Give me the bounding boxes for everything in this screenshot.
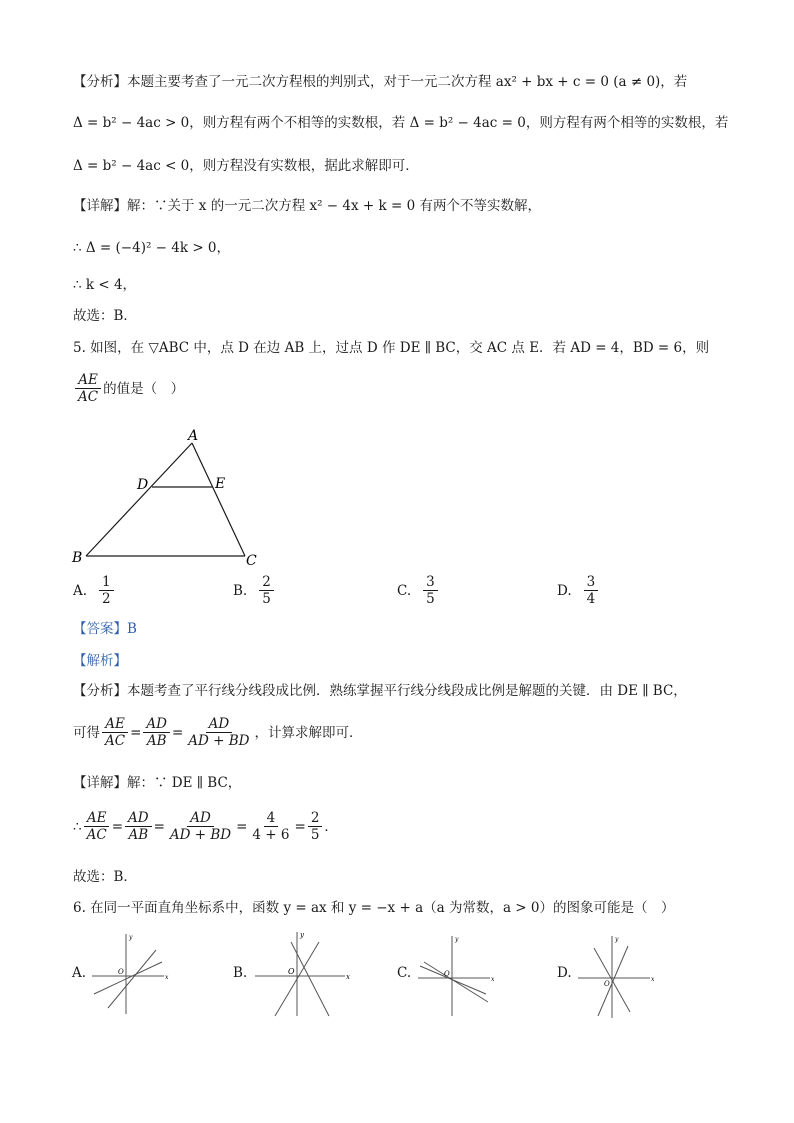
q6-graph-a[interactable] — [90, 930, 170, 1018]
fraction-numerator: AE — [102, 716, 128, 733]
q4-analysis-line-1: 【分析】本题主要考查了一元二次方程根的判别式，对于一元二次方程 ax² + bx + c = 0 (a ≠ 0)，若 — [73, 74, 688, 90]
q6-stem: 6. 在同一平面直角坐标系中，函数 y = ax 和 y = −x + a（a 为常数，a > 0）的图象可能是（ ） — [73, 900, 675, 916]
x-axis-label: x — [491, 976, 495, 983]
equals-sign: = — [130, 724, 142, 741]
equals-sign: = — [171, 724, 184, 741]
q5-option-c[interactable] — [397, 574, 440, 607]
fraction-numerator: 2 — [308, 810, 323, 827]
x-axis-label: x — [165, 974, 169, 981]
q6-option-a-label[interactable]: A. — [72, 965, 87, 981]
q6-option-b-label[interactable]: B. — [233, 965, 248, 981]
q6-graph-d[interactable] — [576, 932, 656, 1022]
origin-label: O — [604, 980, 610, 988]
q5-analysis-line-2 — [73, 716, 363, 749]
q5-option-a[interactable] — [73, 574, 116, 607]
q4-analysis-line-3: Δ = b² − 4ac < 0，则方程没有实数根，据此求解即可． — [73, 158, 419, 174]
q6-option-c-label[interactable]: C. — [397, 965, 412, 981]
equals-sign: = — [153, 818, 165, 835]
q5-stem-line-2 — [73, 372, 184, 405]
fraction-numerator: 1 — [99, 574, 114, 591]
q4-choice: 故选：B． — [73, 308, 137, 324]
x-axis-label: x — [346, 973, 350, 981]
fraction-ae-ac — [102, 716, 128, 749]
text-prefix: 可得 — [73, 724, 100, 741]
option-label: C. — [397, 582, 412, 599]
q5-stem-suffix: 的值是（ ） — [103, 380, 185, 397]
fraction-ad-ab — [125, 810, 152, 843]
vertex-label-b: B — [72, 550, 83, 566]
fraction-numerator: AE — [84, 810, 110, 827]
side-ac — [192, 443, 245, 556]
option-label: A. — [73, 582, 88, 599]
line-neg-x-plus-a — [598, 946, 628, 1016]
q4-analysis-line-2: Δ = b² − 4ac > 0，则方程有两个不相等的实数根，若 Δ = b² − 4ac = 0，则方程有两个相等的实数根，若 — [73, 115, 729, 131]
q4-detail-line-1: 【详解】解：∵关于 x 的一元二次方程 x² − 4x + k = 0 有两个不等实数解， — [73, 198, 541, 214]
fraction-ae-ac — [84, 810, 110, 843]
fraction-numerator: 4 — [264, 810, 279, 827]
fraction-denominator: AC — [105, 733, 126, 749]
fraction-denominator: AD + BD — [188, 733, 250, 749]
fraction-2-over-5 — [308, 810, 323, 843]
fraction-denominator: AB — [146, 733, 167, 749]
y-axis-label: y — [615, 936, 619, 943]
y-axis-label: y — [455, 936, 459, 943]
q5-answer: 【答案】B — [73, 621, 137, 637]
q6-graph-c[interactable] — [416, 932, 496, 1020]
option-label: B. — [233, 582, 248, 599]
equals-sign: = — [236, 818, 248, 835]
therefore-symbol: ∴ — [73, 818, 82, 835]
vertex-label-a: A — [188, 428, 199, 444]
origin-label: O — [444, 970, 450, 978]
fraction-4-over-10 — [249, 810, 292, 843]
q5-stem-line-1: 5. 如图，在 ▽ABC 中，点 D 在边 AB 上，过点 D 作 DE ∥ BC，交 AC 点 E．若 AD = 4，BD = 6，则 — [73, 340, 710, 356]
vertex-label-e: E — [215, 476, 226, 492]
fraction-denominator: AC — [86, 827, 107, 843]
q5-option-b[interactable] — [233, 574, 276, 607]
fraction-numerator: AE — [75, 372, 101, 389]
q5-analysis-line-1: 【分析】本题考查了平行线分线段成比例．熟练掌握平行线分线段成比例是解题的关键．由 DE ∥ BC， — [73, 683, 687, 699]
fraction-denominator: 5 — [426, 591, 435, 607]
equals-sign: = — [111, 818, 123, 835]
option-fraction — [99, 574, 114, 607]
q5-triangle-figure — [70, 425, 270, 570]
line-neg-x-plus-a — [108, 950, 156, 1008]
fraction-denominator: 2 — [102, 591, 111, 607]
q5-stem-fraction — [75, 372, 101, 405]
fraction-denominator: 4 + 6 — [252, 827, 290, 843]
q6-option-d-label[interactable]: D. — [557, 965, 572, 981]
q4-detail-line-2: ∴ Δ = (−4)² − 4k > 0， — [73, 240, 231, 256]
fraction-numerator: 3 — [423, 574, 438, 591]
fraction-numerator: 2 — [259, 574, 274, 591]
q4-detail-line-3: ∴ k < 4， — [73, 277, 137, 293]
fraction-numerator: AD — [125, 810, 152, 827]
q5-detail-line-1: 【详解】解：∵ DE ∥ BC， — [73, 775, 242, 791]
fraction-denominator: 5 — [262, 591, 271, 607]
equals-sign: = — [294, 818, 306, 835]
option-fraction — [584, 574, 599, 607]
fraction-denominator: 5 — [310, 827, 320, 843]
x-axis-label: x — [651, 976, 655, 983]
q5-detail-line-2 — [73, 810, 338, 843]
q6-graph-b[interactable] — [253, 928, 353, 1020]
option-fraction — [423, 574, 438, 607]
fraction-numerator: AD — [206, 716, 233, 733]
fraction-ad-sum — [185, 716, 252, 749]
fraction-denominator: 4 — [586, 591, 596, 607]
text-suffix: ． — [324, 818, 338, 835]
q5-jiexi-heading: 【解析】 — [73, 653, 127, 669]
option-fraction — [259, 574, 274, 607]
option-label: D. — [557, 582, 572, 599]
fraction-numerator: AD — [143, 716, 170, 733]
vertex-label-d: D — [137, 477, 149, 493]
fraction-numerator: AD — [187, 810, 214, 827]
fraction-denominator: AD + BD — [169, 827, 232, 843]
origin-label: O — [118, 968, 124, 976]
fraction-denominator: AB — [128, 827, 149, 843]
y-axis-label: y — [300, 931, 304, 939]
side-ab — [86, 443, 192, 556]
q5-choice: 故选：B． — [73, 869, 137, 885]
line-y-ax — [94, 962, 162, 994]
fraction-numerator: 3 — [584, 574, 599, 591]
fraction-ad-ab — [143, 716, 170, 749]
origin-label: O — [288, 967, 295, 976]
vertex-label-c: C — [246, 553, 257, 569]
q5-option-d[interactable] — [557, 574, 600, 607]
line-neg-x-plus-a — [424, 962, 488, 1002]
y-axis-label: y — [129, 934, 133, 941]
text-suffix: ，计算求解即可． — [254, 724, 363, 741]
fraction-ad-sum — [167, 810, 234, 843]
fraction-denominator: AC — [78, 389, 99, 405]
